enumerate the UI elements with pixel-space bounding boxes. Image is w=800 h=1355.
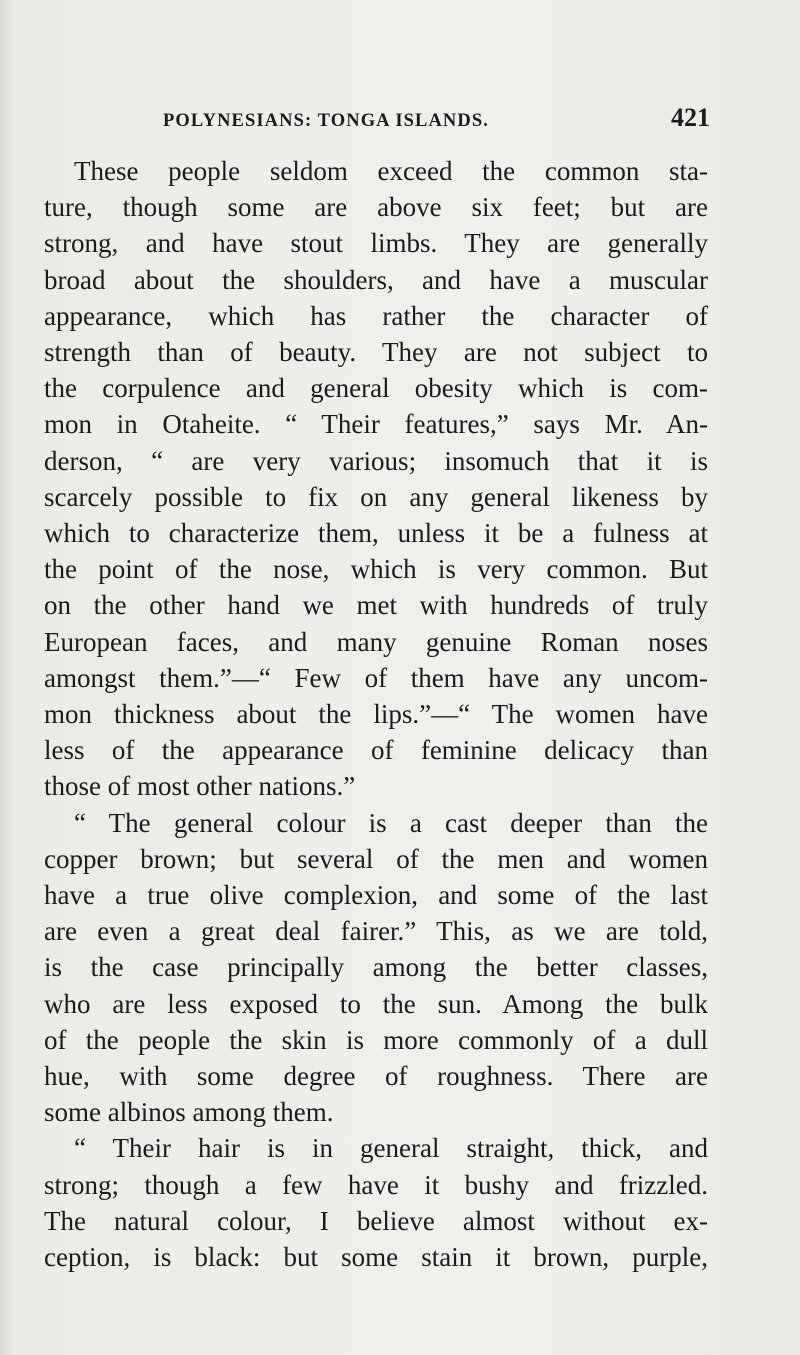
running-head: POLYNESIANS: TONGA ISLANDS. [163, 111, 489, 131]
text-line: ception, is black: but some stain it brown, purple, [44, 1242, 708, 1273]
text-line: those of most other nations.” [44, 771, 356, 802]
text-line: “ The general colour is a cast deeper than the [74, 807, 708, 838]
text-line: “ Their hair is in general straight, thick, and [74, 1133, 708, 1164]
text-line: less of the appearance of feminine delicacy than [44, 735, 708, 766]
text-line: are even a great deal fairer.” This, as we are told, [44, 916, 708, 947]
text-line: These people seldom exceed the common sta- [74, 156, 708, 186]
text-line: the point of the nose, which is very common. But [44, 554, 708, 585]
text-line: copper brown; but several of the men and women [44, 843, 708, 874]
text-line: The natural colour, I believe almost without ex- [44, 1205, 708, 1236]
text-line: hue, with some degree of roughness. There are [44, 1061, 708, 1092]
body-text [44, 153, 708, 1275]
text-line: mon thickness about the lips.”—“ The women have [44, 699, 708, 730]
text-line: the corpulence and general obesity which is com- [44, 373, 708, 404]
text-line: who are less exposed to the sun. Among the bulk [44, 988, 708, 1019]
text-line: have a true olive complexion, and some of the last [44, 880, 708, 911]
text-line: of the people the skin is more commonly of a dull [44, 1024, 708, 1055]
text-line: on the other hand we met with hundreds of truly [44, 590, 708, 621]
page-header [38, 103, 708, 143]
text-line: strong; though a few have it bushy and frizzled. [44, 1169, 708, 1200]
text-line: is the case principally among the better classes, [44, 952, 708, 983]
text-line: mon in Otaheite. “ Their features,” says Mr. An- [44, 409, 708, 440]
text-line: some albinos among them. [44, 1097, 334, 1128]
text-line: scarcely possible to fix on any general likeness by [44, 481, 708, 512]
text-line: amongst them.”—“ Few of them have any uncom- [44, 662, 708, 693]
text-line: broad about the shoulders, and have a muscular [44, 264, 708, 295]
text-line: ture, though some are above six feet; but are [44, 192, 708, 223]
text-line: appearance, which has rather the character of [44, 300, 708, 331]
text-line: strong, and have stout limbs. They are generally [44, 228, 708, 259]
text-line: derson, “ are very various; insomuch that it is [44, 445, 708, 476]
text-line: which to characterize them, unless it be a fulness at [44, 518, 708, 549]
page-number: 421 [671, 103, 710, 132]
text-line: European faces, and many genuine Roman noses [44, 626, 708, 657]
text-line: strength than of beauty. They are not subject to [44, 337, 708, 368]
